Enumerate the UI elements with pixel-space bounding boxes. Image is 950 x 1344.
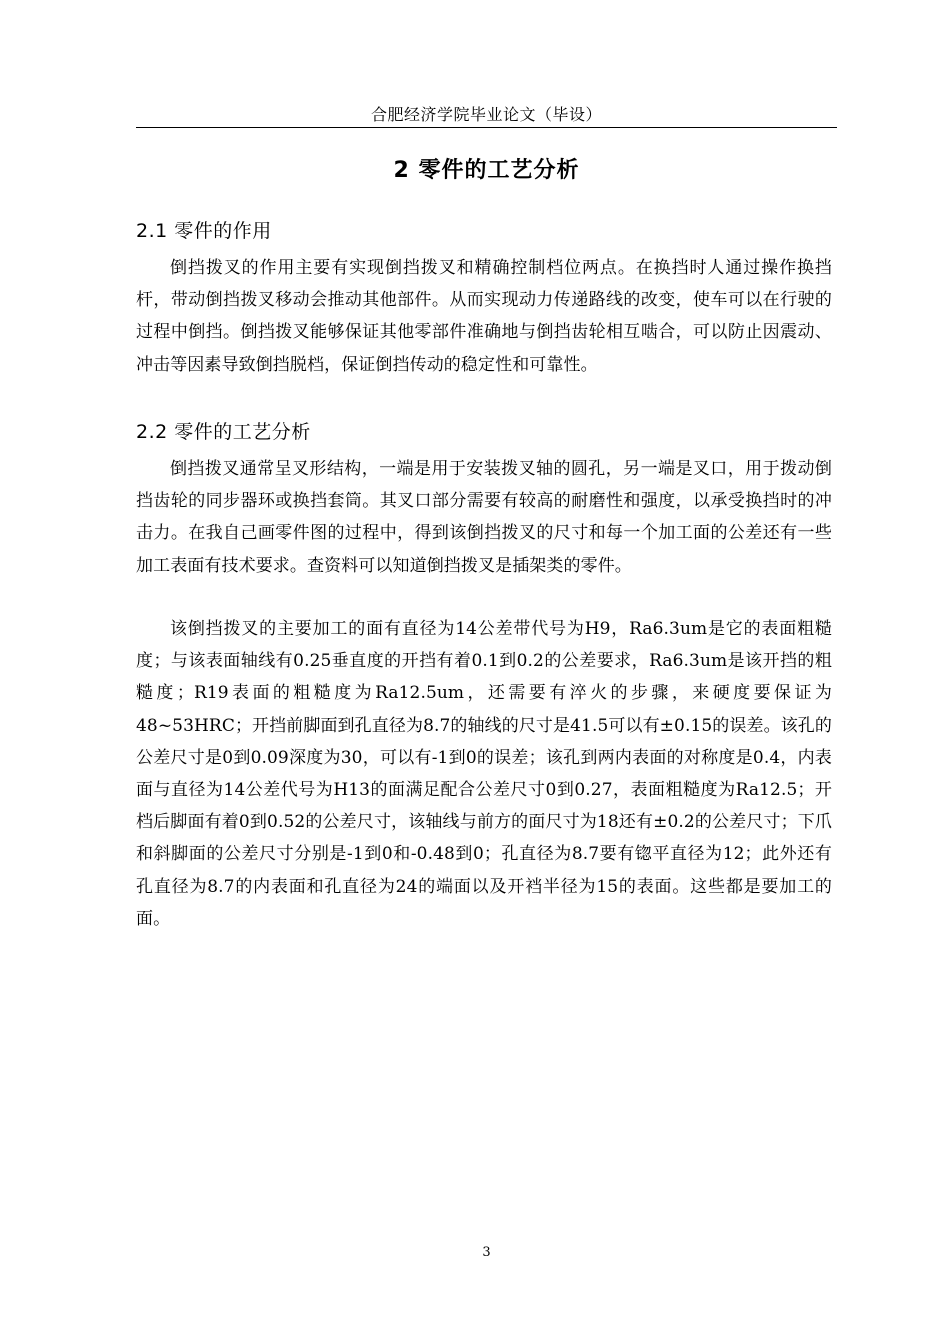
page-number: 3 (482, 1245, 491, 1260)
running-header: 合肥经济学院毕业论文（毕设） (370, 105, 602, 124)
paragraph-2-1-1: 倒挡拨叉的作用主要有实现倒挡拨叉和精确控制档位两点。在换挡时人通过操作换挡杆，带动倒挡拨叉移动会推动其他部件。从而实现动力传递路线的改变，使车可以在行驶的过程中倒挡。倒挡拨叉能够保证其他零部件准确地与倒挡齿轮相互啮合，可以防止因震动、冲击等因素导致倒挡脱档，保证倒挡传动的稳定性和可靠性。 (136, 258, 832, 375)
paragraph-2-2-1: 倒挡拨叉通常呈叉形结构，一端是用于安装拨叉轴的圆孔，另一端是叉口，用于拨动倒挡齿轮的同步器环或换挡套筒。其叉口部分需要有较高的耐磨性和强度，以承受换挡时的冲击力。在我自己画零件图的过程中，得到该倒挡拨叉的尺寸和每一个加工面的公差还有一些加工表面有技术要求。查资料可以知道倒挡拨叉是插架类的零件。 (136, 459, 832, 576)
header-rule (136, 127, 837, 128)
section-heading-2-2: 2.2 零件的工艺分析 (136, 421, 311, 443)
paragraph-2-2-2: 该倒挡拨叉的主要加工的面有直径为14公差带代号为H9，Ra6.3um是它的表面粗糙度；与该表面轴线有0.25垂直度的开挡有着0.1到0.2的公差要求，Ra6.3um是该开挡的粗糙度；R19表面的粗糙度为Ra12.5um，还需要有淬火的步骤，来硬度要保证为48~53HRC；开挡前脚面到孔直径为8.7的轴线的尺寸是41.5可以有±0.15的误差。该孔的公差尺寸是0到0.09深度为30，可以有-1到0的误差；该孔到两内表面的对称度是0.4，内表面与直径为14公差代号为H13的面满足配合公差尺寸0到0.27，表面粗糙度为Ra12.5；开档后脚面有着0到0.52的公差尺寸，该轴线与前方的面尺寸为18还有±0.2的公差尺寸；下爪和斜脚面的公差尺寸分别是-1到0和-0.48到0；孔直径为8.7要有锪平直径为12；此外还有孔直径为8.7的内表面和孔直径为24的端面以及开裆半径为15的表面。这些都是要加工的面。 (136, 619, 832, 929)
section-heading-2-1: 2.1 零件的作用 (136, 220, 272, 242)
chapter-title: 2 零件的工艺分析 (393, 158, 580, 183)
